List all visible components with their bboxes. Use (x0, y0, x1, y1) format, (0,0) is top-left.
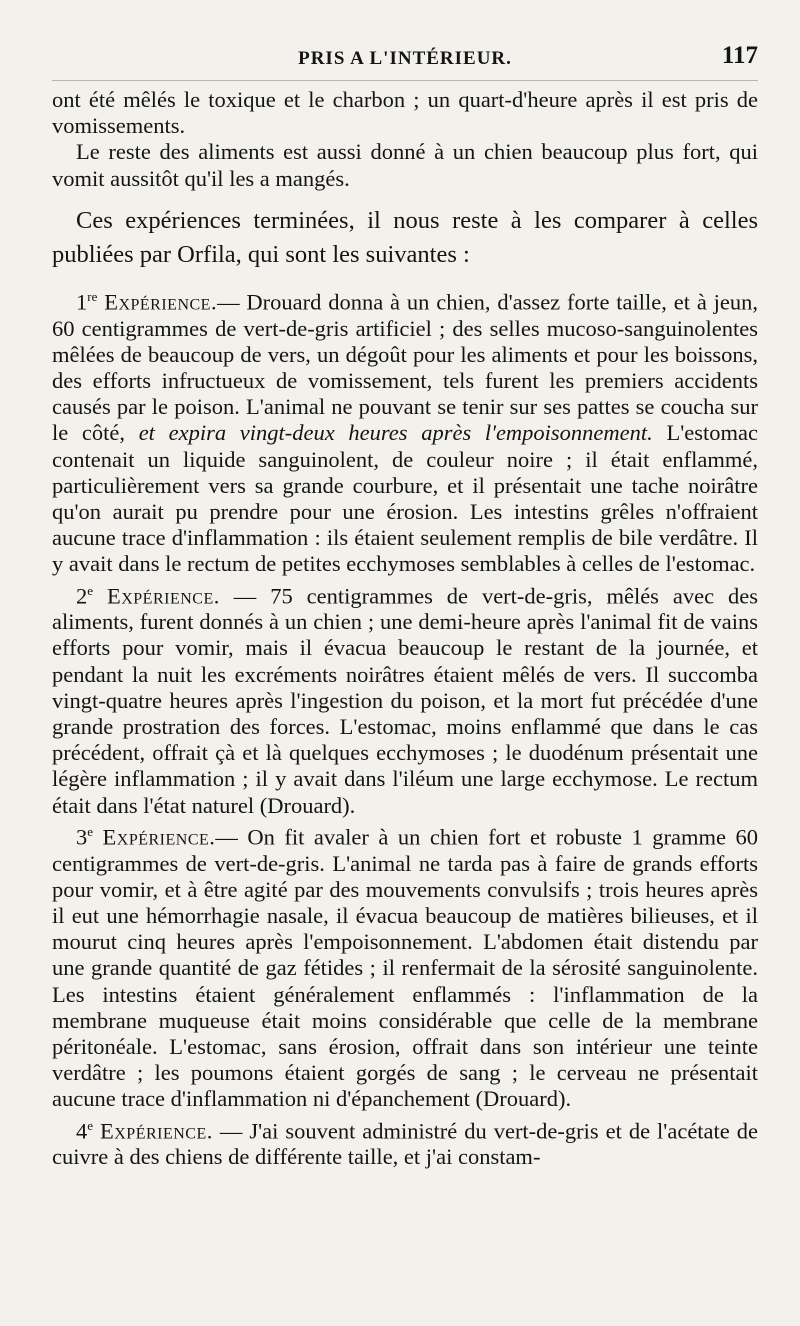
experiment-label: Expérience. (100, 1118, 213, 1144)
experiment-number: 2 (76, 583, 88, 609)
ordinal-suffix: e (87, 582, 94, 598)
experiment-1 (52, 284, 758, 578)
section-intro: Ces expériences terminées, il nous reste à les comparer à celles publiées par Orfila, qui sont les suivantes : (52, 206, 758, 268)
experiment-text: — Drouard donna à un chien, d'assez forte taille, et à jeun, 60 centigrammes de vert-de-gris artificiel ; des selles mucoso-sanguinolentes mêlées de beaucoup de vers, un dégoût pour les aliments et pour les boissons, des efforts infructueux de vomissement, tels furent les premiers accidents causés par le poison. L'animal ne pouvant se tenir sur ses pattes se coucha sur le côté, (52, 289, 759, 446)
experiment-2 (52, 578, 758, 819)
experiment-label: Expérience. (104, 289, 218, 315)
experiment-label: Expérience. (102, 824, 216, 850)
experiment-text: — J'ai souvent administré du vert-de-gris et de l'acétate de cuivre à des chiens de différente taille, et j'ai constam- (52, 1118, 758, 1170)
experiment-text: — On fit avaler à un chien fort et robuste 1 gramme 60 centigrammes de vert-de-gris. L'animal ne tarda pas à faire de grands efforts pour vomir, et à être agité par des mouvements convulsifs ; trois heures après il eut une hémorrhagie nasale, il évacua beaucoup de matières bilieuses, et il mourut cinq heures après l'empoisonnement. L'abdomen était distendu par une grande quantité de gaz fétides ; il renfermait de la sérosité sanguinolente. Les intestins étaient généralement enflammés : l'inflammation de la membrane muqueuse était moins considérable que celle de la membrane péritonéale. L'estomac, sans érosion, offrait dans son intérieur une teinte verdâtre ; les poumons étaient gorgés de sang ; le cerveau ne présentait aucune trace d'inflammation ni d'épanchement (Drouard). (52, 824, 758, 1112)
experiment-italic-text: et expira vingt-deux heures après l'empoisonnement. (138, 420, 653, 446)
experiment-number: 1 (76, 289, 88, 315)
experiment-text-continued: L'estomac contenait un liquide sanguinolent, de couleur noire ; il était enflammé, particulièrement vers sa grande courbure, et il présentait une tache noirâtre qu'on aurait pu prendre pour une érosion. Les intestins grêles n'offraient aucune trace d'inflammation : ils étaient seulement remplis de bile verdâtre. Il y avait dans le rectum de petites ecchymoses semblables à celles de l'estomac. (52, 420, 758, 577)
ordinal-suffix: e (87, 823, 94, 839)
ordinal-suffix: re (87, 288, 98, 304)
paragraph-continuation: ont été mêlés le toxique et le charbon ; un quart-d'heure après il est pris de vomissements. (52, 87, 758, 139)
experiment-label: Expérience. (106, 583, 220, 609)
experiment-number: 4 (76, 1118, 88, 1144)
experiment-text: — 75 centigrammes de vert-de-gris, mêlés avec des aliments, furent donnés à un chien ; une demi-heure après l'animal fit de vains efforts pour vomir, mais il évacua beaucoup le restant de la journée, et pendant la nuit les excréments noirâtres étaient mêlés de vers. Il succomba vingt-quatre heures après l'ingestion du poison, et la mort fut précédée d'une grande prostration des forces. L'estomac, moins enflammé que dans le cas précédent, offrait çà et là quelques ecchymoses ; le duodénum présentait une légère inflammation ; il y avait dans l'iléum une large ecchymose. Le rectum était dans l'état naturel (Drouard). (52, 583, 759, 818)
page-body (52, 87, 758, 1171)
page-number: 117 (721, 42, 758, 69)
experiment-3 (52, 819, 758, 1113)
experiment-number: 3 (76, 824, 88, 850)
experiment-4 (52, 1113, 758, 1171)
page-header (52, 40, 758, 81)
paragraph: Le reste des aliments est aussi donné à un chien beaucoup plus fort, qui vomit aussitôt qu'il les a mangés. (52, 139, 758, 191)
running-title: PRIS A L'INTÉRIEUR. (298, 48, 512, 69)
ordinal-suffix: e (87, 1117, 94, 1133)
